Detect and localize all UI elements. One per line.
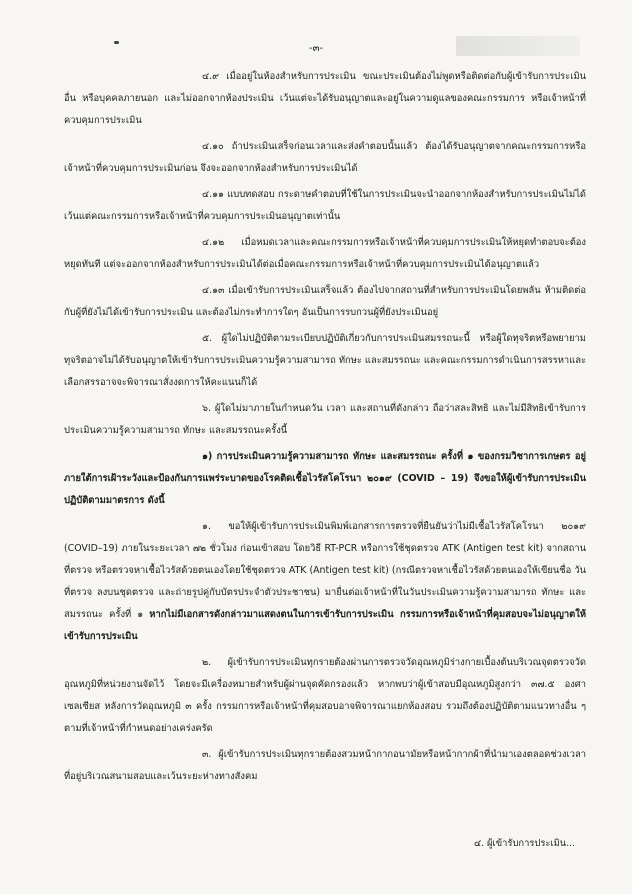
faded-stamp bbox=[456, 36, 580, 56]
paragraph-6: ๖. ผู้ใดไม่มาภายในกำหนดวัน เวลา และสถานที่ดังกล่าว ถือว่าสละสิทธิ และไม่มีสิทธิเข้ารับการประเมินความรู้ความสามารถ ทักษะ และสมรรถนะครั้งนี้ bbox=[64, 403, 586, 436]
covid-measure-3: ๓. ผู้เข้ารับการประเมินทุกรายต้องสวมหน้ากากอนามัยหรือหน้ากากผ้าที่นำมาเองตลอดช่วงเวลาที่อยู่บริเวณสนามสอบและเว้นระยะห่างทางสังคม bbox=[64, 749, 586, 782]
covid-measure-1-text: ๑. ขอให้ผู้เข้ารับการประเมินพิมพ์เอกสารการตรวจที่ยืนยันว่าไม่มีเชื้อไวรัสโคโรนา ๒๐๑๙ (COVID–19) ภายในระยะเวลา ๗๒ ชั่วโมง ก่อนเข้าสอบ โดยวิธี RT-PCR หรือการใช้ชุดตรวจ ATK (Antigen test kit) จากสถานที่ตรวจ หรือตรวจหาเชื้อไวรัสด้วยตนเองโดยใช้ชุดตรวจ ATK (Antigen test kit) (กรณีตรวจหาเชื้อไวรัสด้วยตนเองให้เขียนชื่อ วันที่ตรวจ ลงบนชุดตรวจ และถ่ายรูปคู่กับบัตรประจำตัวประชาชน) มายื่นต่อเจ้าหน้าที่ในวันประเมินความรู้ความสามารถ ทักษะ และสมรรถนะ ครั้งที่ ๑ bbox=[64, 521, 586, 620]
paragraph-4-9: ๔.๙ เมื่ออยู่ในห้องสำหรับการประเมิน ขณะประเมินต้องไม่พูดหรือติดต่อกับผู้เข้ารับการประเมินอื่น หรือบุคคลภายนอก และไม่ออกจากห้องประเมิน เว้นแต่จะได้รับอนุญาตและอยู่ในความดูแลของคณะกรรมการ หรือเจ้าหน้าที่ควบคุมการประเมิน bbox=[64, 71, 586, 126]
covid-measure-1-emphasis: หากไม่มีเอกสารดังกล่าวมาแสดงตนในการเข้ารับการประเมิน กรรมการหรือเจ้าหน้าที่คุมสอบจะไม่อนุญาตให้เข้ารับการประเมิน bbox=[64, 609, 587, 642]
paragraph-4-12: ๔.๑๒ เมื่อหมดเวลาและคณะกรรมการหรือเจ้าหน้าที่ควบคุมการประเมินให้หยุดทำตอบจะต้องหยุดทันที แต่จะออกจากห้องสำหรับการประเมินได้ต่อเมื่อคณะกรรมการหรือเจ้าหน้าที่ควบคุมการประเมินได้อนุญาตแล้ว bbox=[64, 237, 586, 270]
covid-measure-1 bbox=[64, 516, 586, 648]
paragraph-4-10: ๔.๑๐ ถ้าประเมินเสร็จก่อนเวลาและส่งคำตอบนั้นแล้ว ต้องได้รับอนุญาตจากคณะกรรมการหรือเจ้าหน้าที่ควบคุมการประเมินก่อน จึงจะออกจากห้องสำหรับการประเมินได้ bbox=[64, 141, 586, 174]
covid-section-heading: ๑) การประเมินความรู้ความสามารถ ทักษะ และสมรรถนะ ครั้งที่ ๑ ของกรมวิชาการเกษตร อยู่ภายใต้การเฝ้าระวังและป้องกันการแพร่ระบาดของโรคติดเชื้อไวรัสโคโรนา ๒๐๑๙ (COVID – 19) จึงขอให้ผู้เข้ารับการประเมินปฏิบัติตามมาตรการ ดังนี้ bbox=[64, 451, 586, 506]
document-body bbox=[64, 66, 586, 792]
continuation-note: ๔. ผู้เข้ารับการประเมิน... bbox=[474, 838, 576, 849]
page-number: -๓- bbox=[308, 43, 324, 54]
paragraph-5: ๕. ผู้ใดไม่ปฏิบัติตามระเบียบปฏิบัติเกี่ยวกับการประเมินสมรรถนะนี้ หรือผู้ใดทุจริตหรือพยายามทุจริตอาจไม่ได้รับอนุญาตให้เข้ารับการประเมินความรู้ความสามารถ ทักษะ และสมรรถนะ และคณะกรรมการดำเนินการสรรหาและเลือกสรรอาจจะพิจารณาสั่งงดการให้คะแนนก็ได้ bbox=[64, 333, 586, 388]
paragraph-4-13: ๔.๑๓ เมื่อเข้ารับการประเมินเสร็จแล้ว ต้องไปจากสถานที่สำหรับการประเมินโดยพลัน ห้ามติดต่อกับผู้ที่ยังไม่ได้เข้ารับการประเมิน และต้องไม่กระทำการใดๆ อันเป็นการรบกวนผู้ที่ยังประเมินอยู่ bbox=[64, 285, 586, 318]
paragraph-4-11: ๔.๑๑ แบบทดสอบ กระดาษคำตอบที่ใช้ในการประเมินจะนำออกจากห้องสำหรับการประเมินไม่ได้ เว้นแต่คณะกรรมการหรือเจ้าหน้าที่ควบคุมการประเมินอนุญาตเท่านั้น bbox=[64, 189, 586, 222]
covid-measure-2: ๒. ผู้เข้ารับการประเมินทุกรายต้องผ่านการตรวจวัดอุณหภูมิร่างกายเบื้องต้นบริเวณจุดตรวจวัดอุณหภูมิที่หน่วยงานจัดไว้ โดยจะมีเครื่องหมายสำหรับผู้ผ่านจุดคัดกรองแล้ว หากพบว่าผู้เข้าสอบมีอุณหภูมิสูงกว่า ๓๗.๕ องศาเซลเซียส หลังการวัดอุณหภูมิ ๓ ครั้ง กรรมการหรือเจ้าหน้าที่คุมสอบอาจพิจารณาแยกห้องสอบ รวมถึงต้องปฏิบัติตามแนวทางอื่น ๆ ตามที่เจ้าหน้าที่กำหนดอย่างเคร่งครัด bbox=[64, 657, 586, 734]
